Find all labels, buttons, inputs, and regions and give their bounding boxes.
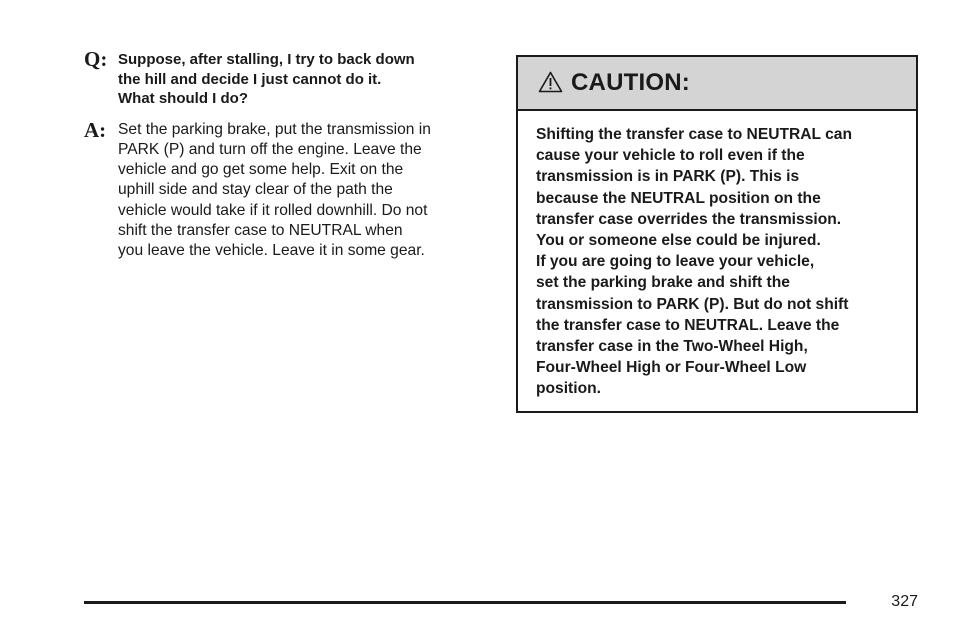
caution-header	[518, 57, 916, 111]
caution-box	[516, 55, 918, 413]
question-label: Q:	[84, 47, 108, 71]
answer-block	[84, 117, 484, 262]
caution-body: Shifting the transfer case to NEUTRAL can cause your vehicle to roll even if the transmission is in PARK (P). This is because the NEUTRAL position on the transfer case overrides the transmission. You or someone else could be injured. If you are going to leave your vehicle, set the parking brake and shift the transmission to PARK (P). But do not shift the transfer case to NEUTRAL. Leave the transfer case in the Two-Wheel High, Four-Wheel High or Four-Wheel Low position.	[536, 126, 852, 398]
qa-section	[84, 47, 484, 262]
answer-label: A:	[84, 117, 107, 142]
answer-text: Set the parking brake, put the transmission in PARK (P) and turn off the engine. Leave the vehicle and go get some help. Exit on the uphill side and stay clear of the path the vehicle would take if it rolled downhill. Do not shift the transfer case to NEUTRAL when you leave the vehicle. Leave it in some gear.	[118, 120, 431, 260]
footer-rule	[84, 601, 846, 604]
caution-title: CAUTION:	[571, 69, 690, 96]
question-text: Suppose, after stalling, I try to back down the hill and decide I just cannot do it. What should I do?	[118, 51, 415, 107]
warning-triangle-icon	[538, 71, 563, 93]
question-block	[84, 47, 484, 109]
page-number: 327	[891, 593, 918, 610]
